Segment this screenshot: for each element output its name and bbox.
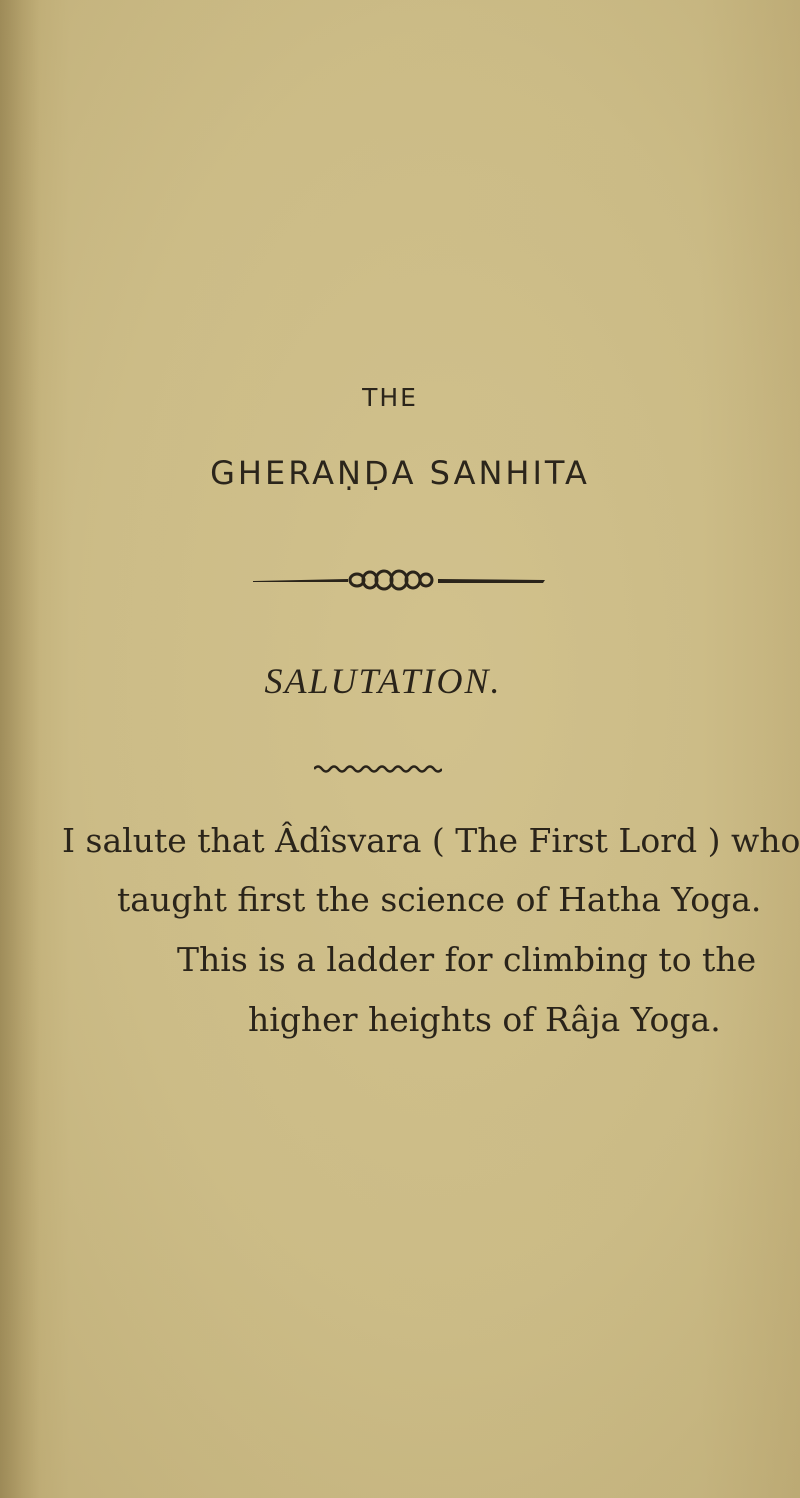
page-edge-shadow [0,0,40,1498]
book-title: GHERAṆḌA SANHITA [210,454,590,492]
wavy-divider [314,763,442,775]
verse-line: This is a ladder for climbing to the [177,940,757,979]
verse-line: taught first the science of Hatha Yoga. [117,880,762,919]
verse-line: I salute that Âdîsvara ( The First Lord ) who [62,821,800,860]
verse-line: higher heights of Râja Yoga. [248,1000,721,1039]
section-heading: SALUTATION. [264,661,502,701]
title-prefix: THE [362,383,418,412]
ornament-rule [253,566,545,594]
